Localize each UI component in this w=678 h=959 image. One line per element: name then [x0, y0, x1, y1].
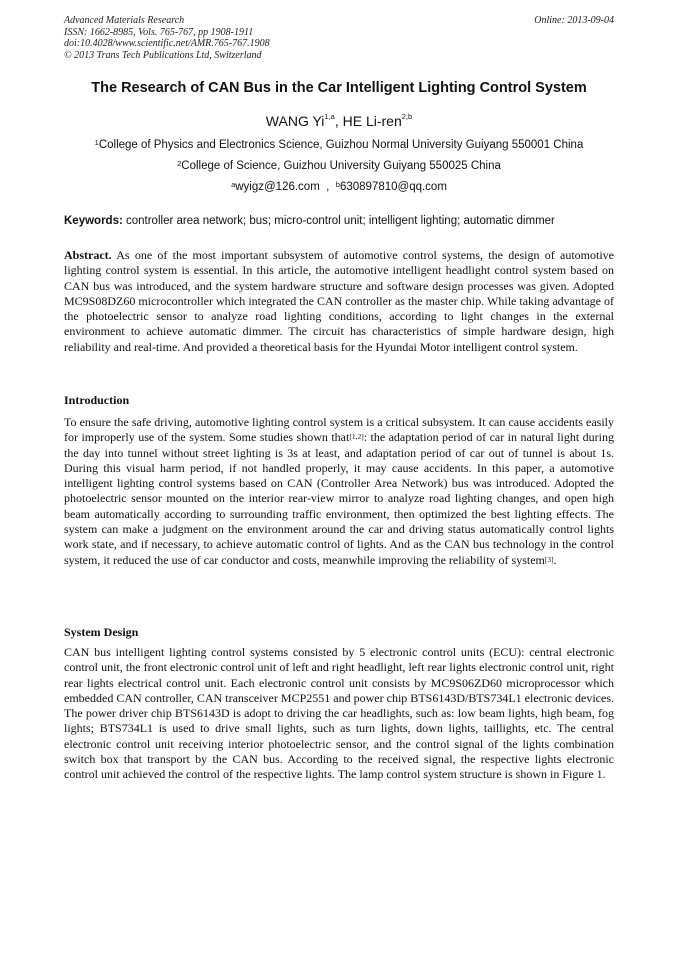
abstract-label: Abstract.	[64, 248, 112, 262]
affiliation-2	[0, 160, 678, 172]
keywords	[64, 215, 616, 227]
email-line	[0, 181, 678, 193]
introduction-paragraph	[64, 415, 614, 568]
online-date: Online: 2013-09-04	[534, 15, 614, 26]
section-heading-system-design: System Design	[64, 625, 139, 639]
doi-line[interactable]: doi:10.4028/www.scientific.net/AMR.765-767.1908	[64, 38, 270, 49]
affiliation-superscript: 1	[94, 138, 99, 147]
keywords-label: Keywords:	[64, 215, 123, 227]
affiliation-superscript: 2	[177, 159, 182, 168]
email-superscript: a	[231, 180, 236, 189]
keywords-text: controller area network; bus; micro-control unit; intelligent lighting; automatic dimmer	[122, 215, 555, 227]
author-name: HE Li-ren	[342, 113, 402, 129]
email-address[interactable]: wyigz@126.com	[235, 181, 320, 193]
author-separator: ,	[334, 113, 343, 129]
affiliation-text: College of Science, Guizhou University Guiyang 550025 China	[181, 160, 501, 172]
paper-title: The Research of CAN Bus in the Car Intelligent Lighting Control System	[91, 80, 587, 96]
affiliation-text: College of Physics and Electronics Science, Guizhou Normal University Guiyang 550001 China	[98, 139, 584, 151]
system-design-text: CAN bus intelligent lighting control systems consisted by 5 electronic control units (ECU): central electronic control unit, the front electronic control unit of left and right headlight, left rear lights electronic control unit, right rear lights electrical control unit. Each electronic control unit consists by MC9S06ZD60 microprocessor which embedded CAN controller, CAN transceiver MCP2551 and power chip BTS6143D/BTS734L1 electronic devices. The power driver chip BTS6143D is adopt to driving the car headlights, such as: low beam lights, high beam, fog lights; BTS734L1 is used to drive small lights, such as turn lights, down lights, taillights, etc. The central electronic control unit receiving interior photoelectric sensor, and the control signal of the lights combination switch box that transport by the CAN bus. According to the received signal, the respective lights electronic control unit achieved the control of the respective lights. The lamp control system structure is shown in Figure 1.	[64, 645, 614, 782]
email-superscript: b	[335, 180, 340, 189]
abstract-text: As one of the most important subsystem of automotive control systems, the design of automotive lighting control system is essential. In this article, the automotive intelligent headlight control system based on CAN bus was introduced, and the system hardware structure and software design processes was given. Adopted MC9S08DZ60 microcontroller which integrated the CAN controller as the master chip. While taking advantage of the photoelectric sensor to analyze road lighting conditions, according to light changes in the external environment to achieve automatic dimmer. The circuit has characteristics of simple hardware design, high reliability and real-time. And provided a theoretical basis for the Hyundai Motor intelligent control system.	[64, 248, 614, 354]
email-separator: ,	[319, 181, 336, 193]
abstract-paragraph	[64, 248, 614, 355]
author-name: WANG Yi	[265, 113, 325, 129]
citation-ref[interactable]: [3]	[544, 554, 554, 564]
citation-ref[interactable]: [1,2]	[349, 432, 364, 442]
author-superscript: 2,b	[401, 112, 413, 121]
author-superscript: 1,a	[324, 112, 335, 121]
system-design-paragraph	[64, 645, 614, 783]
journal-header	[64, 15, 270, 61]
email-address[interactable]: 630897810@qq.com	[339, 181, 447, 193]
affiliation-1	[0, 139, 678, 151]
intro-text: To ensure the safe driving, automotive lighting control system is a critical subsystem. It can cause accidents easily for improperly use of the system. Some studies shown that	[64, 415, 614, 445]
intro-text: .	[553, 552, 557, 567]
section-heading-introduction: Introduction	[64, 393, 130, 407]
copyright-line: © 2013 Trans Tech Publications Ltd, Switzerland	[64, 49, 262, 61]
intro-text: : the adaptation period of car in natural light during the day into tunnel without street lighting is 3s at least, and adaptation period of car out of tunnel is about 1s. During this visual harm period, if not handled properly, it may cause accidents. In this paper, a automotive intelligent lighting control systems based on CAN (Controller Area Network) bus was introduced. Adopted the photoelectric sensor mounted on the interior rear-view mirror to analyze road lighting changes, and open high beam automatically according to surrounding traffic environment, then optimized the best lighting effects. The system can make a judgment on the environment around the car and driving status automatically control lights work state, and if necessary, to achieve automatic control of lights. And as the CAN bus technology in the control system, it reduced the use of car conductor and costs, meanwhile improving the reliability of system	[64, 430, 614, 567]
issn-line: ISSN: 1662-8985, Vols. 765-767, pp 1908-1911	[64, 26, 254, 38]
journal-name: Advanced Materials Research	[64, 15, 185, 26]
author-line	[0, 113, 678, 129]
